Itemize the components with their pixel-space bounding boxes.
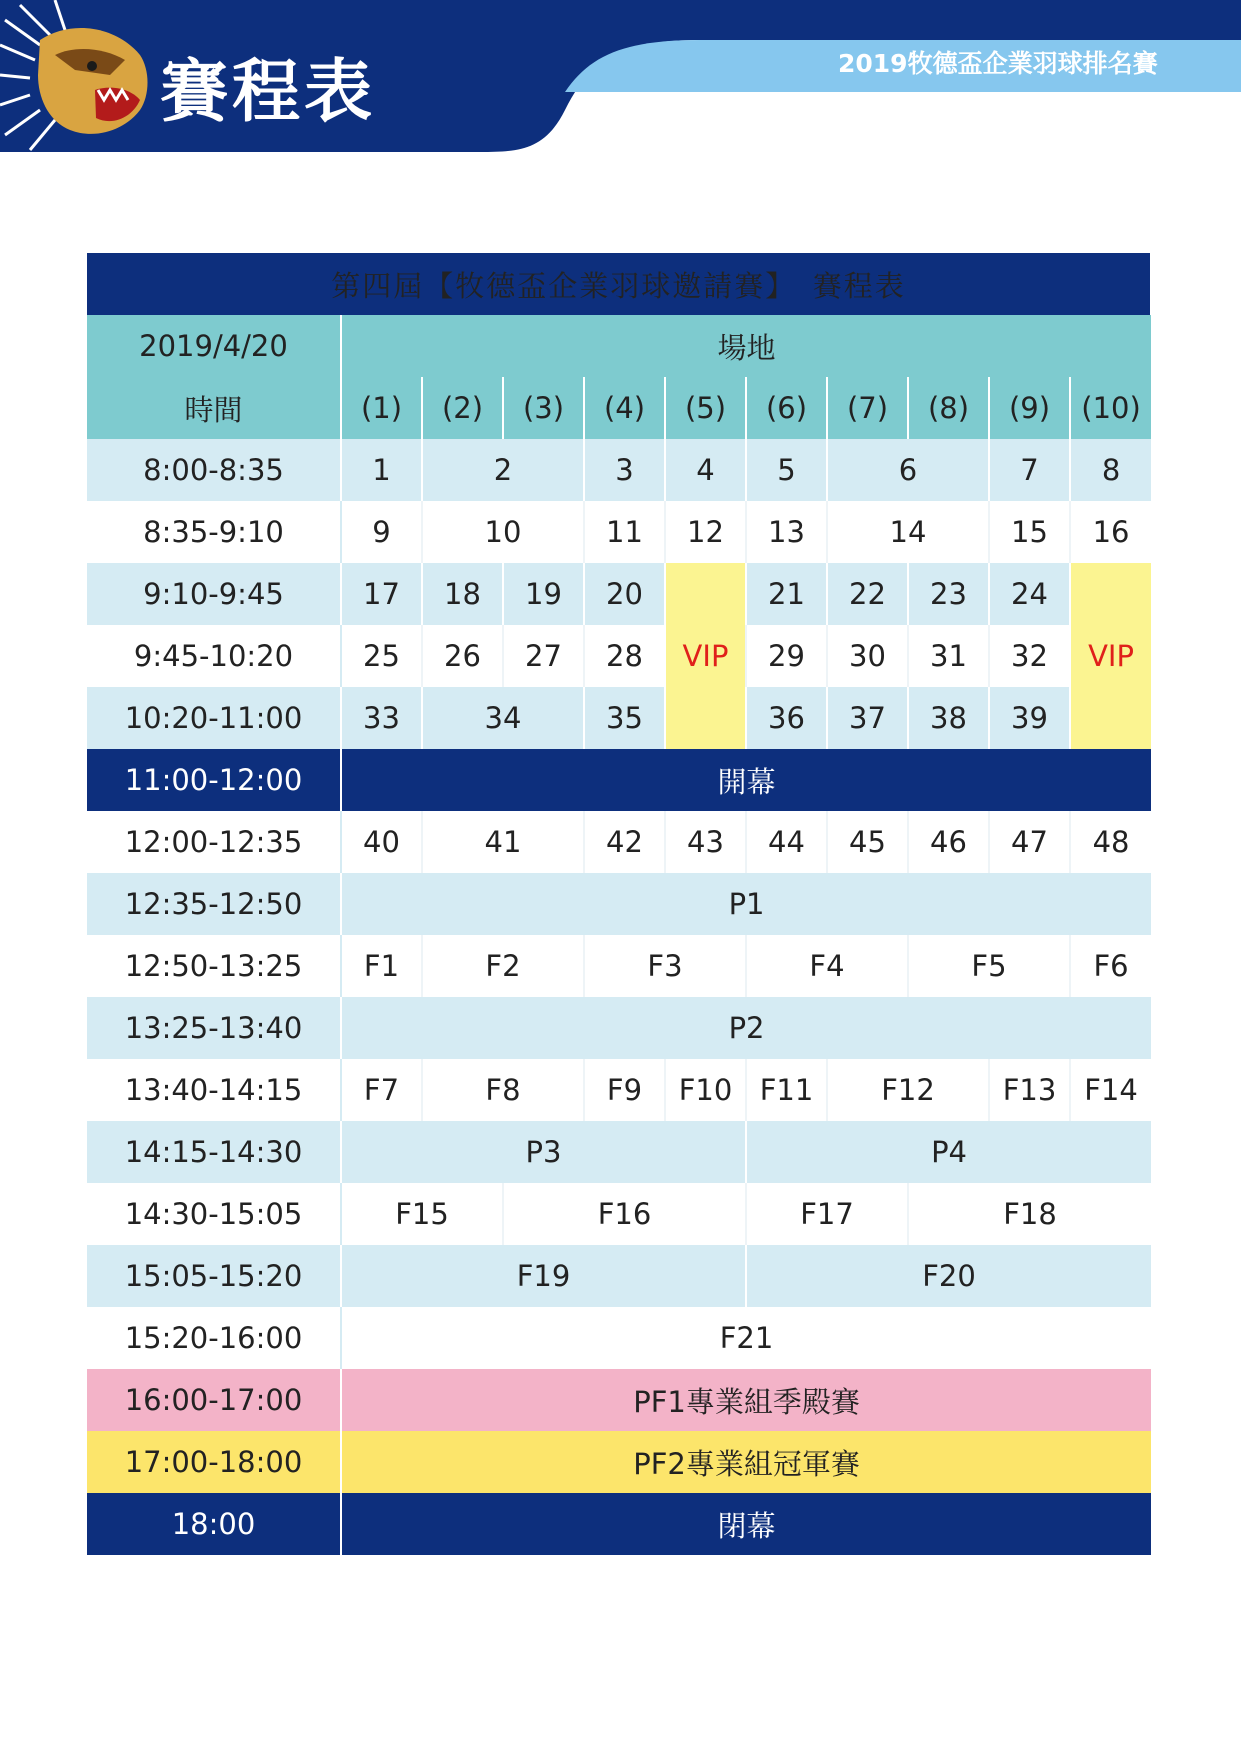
match-cell: P2	[341, 997, 1151, 1059]
match-cell: 24	[989, 563, 1070, 625]
header-row	[87, 315, 1151, 377]
table-row	[87, 1183, 1151, 1245]
time-cell: 14:30-15:05	[87, 1183, 341, 1245]
match-cell: 2	[422, 439, 584, 501]
match-cell: F7	[341, 1059, 422, 1121]
date-cell: 2019/4/20	[87, 315, 341, 377]
table-row	[87, 563, 1151, 625]
table-row	[87, 1369, 1151, 1431]
lion-head-icon	[0, 0, 160, 155]
match-cell: F17	[746, 1183, 908, 1245]
match-cell: F19	[341, 1245, 746, 1307]
court-header: (5)	[665, 377, 746, 439]
time-cell: 10:20-11:00	[87, 687, 341, 749]
match-cell: 18	[422, 563, 503, 625]
court-header: (6)	[746, 377, 827, 439]
match-cell: F21	[341, 1307, 1151, 1369]
match-cell: F15	[341, 1183, 503, 1245]
table-caption: 第四屆【牧德盃企業羽球邀請賽】 賽程表	[87, 253, 1151, 315]
match-cell: F8	[422, 1059, 584, 1121]
court-header: (2)	[422, 377, 503, 439]
match-cell: 26	[422, 625, 503, 687]
match-cell: 8	[1070, 439, 1151, 501]
time-cell: 12:00-12:35	[87, 811, 341, 873]
match-cell: 21	[746, 563, 827, 625]
page-title: 賽程表	[160, 53, 377, 132]
time-cell: 12:50-13:25	[87, 935, 341, 997]
match-cell: 38	[908, 687, 989, 749]
court-header: (4)	[584, 377, 665, 439]
bronze-match-cell: PF1專業組季殿賽	[341, 1369, 1151, 1431]
match-cell: 37	[827, 687, 908, 749]
table-row	[87, 501, 1151, 563]
match-cell: 10	[422, 501, 584, 563]
match-cell: 16	[1070, 501, 1151, 563]
match-cell: F14	[1070, 1059, 1151, 1121]
match-cell: 13	[746, 501, 827, 563]
match-cell: 25	[341, 625, 422, 687]
table-row	[87, 997, 1151, 1059]
match-cell: 48	[1070, 811, 1151, 873]
vip-court-10: VIP	[1070, 563, 1151, 749]
time-cell: 13:25-13:40	[87, 997, 341, 1059]
match-cell: F20	[746, 1245, 1151, 1307]
match-cell: 36	[746, 687, 827, 749]
match-cell: 47	[989, 811, 1070, 873]
match-cell: F18	[908, 1183, 1151, 1245]
table-row	[87, 687, 1151, 749]
match-cell: F4	[746, 935, 908, 997]
match-cell: 20	[584, 563, 665, 625]
time-cell: 13:40-14:15	[87, 1059, 341, 1121]
schedule-table	[87, 253, 1152, 1555]
court-header: (10)	[1070, 377, 1151, 439]
event-name: 2019牧德盃企業羽球排名賽	[838, 49, 1158, 78]
court-header: (7)	[827, 377, 908, 439]
match-cell: 28	[584, 625, 665, 687]
match-cell: 19	[503, 563, 584, 625]
time-cell: 8:35-9:10	[87, 501, 341, 563]
match-cell: 15	[989, 501, 1070, 563]
table-row	[87, 1059, 1151, 1121]
match-cell: 11	[584, 501, 665, 563]
match-cell: 46	[908, 811, 989, 873]
match-cell: F16	[503, 1183, 746, 1245]
match-cell: 34	[422, 687, 584, 749]
match-cell: F9	[584, 1059, 665, 1121]
match-cell: F2	[422, 935, 584, 997]
match-cell: 43	[665, 811, 746, 873]
match-cell: F12	[827, 1059, 989, 1121]
time-cell: 11:00-12:00	[87, 749, 341, 811]
table-row	[87, 625, 1151, 687]
table-row	[87, 439, 1151, 501]
time-cell: 17:00-18:00	[87, 1431, 341, 1493]
court-header: (1)	[341, 377, 422, 439]
match-cell: F3	[584, 935, 746, 997]
time-cell: 12:35-12:50	[87, 873, 341, 935]
table-row	[87, 873, 1151, 935]
table-row	[87, 749, 1151, 811]
match-cell: 17	[341, 563, 422, 625]
court-header-row	[87, 377, 1151, 439]
table-row	[87, 811, 1151, 873]
match-cell: 5	[746, 439, 827, 501]
match-cell: 41	[422, 811, 584, 873]
venue-header: 場地	[341, 315, 1151, 377]
time-cell: 15:20-16:00	[87, 1307, 341, 1369]
final-match-cell: PF2專業組冠軍賽	[341, 1431, 1151, 1493]
time-cell: 16:00-17:00	[87, 1369, 341, 1431]
match-cell: 40	[341, 811, 422, 873]
time-cell: 18:00	[87, 1493, 341, 1555]
match-cell: 42	[584, 811, 665, 873]
court-header: (8)	[908, 377, 989, 439]
time-cell: 9:45-10:20	[87, 625, 341, 687]
table-row	[87, 1245, 1151, 1307]
match-cell: P3	[341, 1121, 746, 1183]
match-cell: 22	[827, 563, 908, 625]
match-cell: 1	[341, 439, 422, 501]
match-cell: F11	[746, 1059, 827, 1121]
match-cell: 32	[989, 625, 1070, 687]
time-cell: 14:15-14:30	[87, 1121, 341, 1183]
table-row	[87, 1307, 1151, 1369]
match-cell: F13	[989, 1059, 1070, 1121]
match-cell: F10	[665, 1059, 746, 1121]
table-caption-row	[87, 253, 1151, 315]
closing-cell: 閉幕	[341, 1493, 1151, 1555]
match-cell: 39	[989, 687, 1070, 749]
match-cell: 23	[908, 563, 989, 625]
time-cell: 9:10-9:45	[87, 563, 341, 625]
court-header: (3)	[503, 377, 584, 439]
match-cell: 4	[665, 439, 746, 501]
match-cell: 9	[341, 501, 422, 563]
time-cell: 15:05-15:20	[87, 1245, 341, 1307]
match-cell: 7	[989, 439, 1070, 501]
table-row	[87, 935, 1151, 997]
time-cell: 8:00-8:35	[87, 439, 341, 501]
match-cell: 3	[584, 439, 665, 501]
match-cell: P1	[341, 873, 1151, 935]
court-header: (9)	[989, 377, 1070, 439]
table-row	[87, 1431, 1151, 1493]
match-cell: F6	[1070, 935, 1151, 997]
match-cell: 12	[665, 501, 746, 563]
match-cell: 44	[746, 811, 827, 873]
table-row	[87, 1121, 1151, 1183]
match-cell: 31	[908, 625, 989, 687]
time-header: 時間	[87, 377, 341, 439]
match-cell: F1	[341, 935, 422, 997]
match-cell: 30	[827, 625, 908, 687]
match-cell: 35	[584, 687, 665, 749]
match-cell: 29	[746, 625, 827, 687]
match-cell: 6	[827, 439, 989, 501]
opening-cell: 開幕	[341, 749, 1151, 811]
match-cell: 33	[341, 687, 422, 749]
vip-court-5: VIP	[665, 563, 746, 749]
match-cell: 14	[827, 501, 989, 563]
table-row	[87, 1493, 1151, 1555]
match-cell: F5	[908, 935, 1070, 997]
match-cell: P4	[746, 1121, 1151, 1183]
match-cell: 45	[827, 811, 908, 873]
match-cell: 27	[503, 625, 584, 687]
